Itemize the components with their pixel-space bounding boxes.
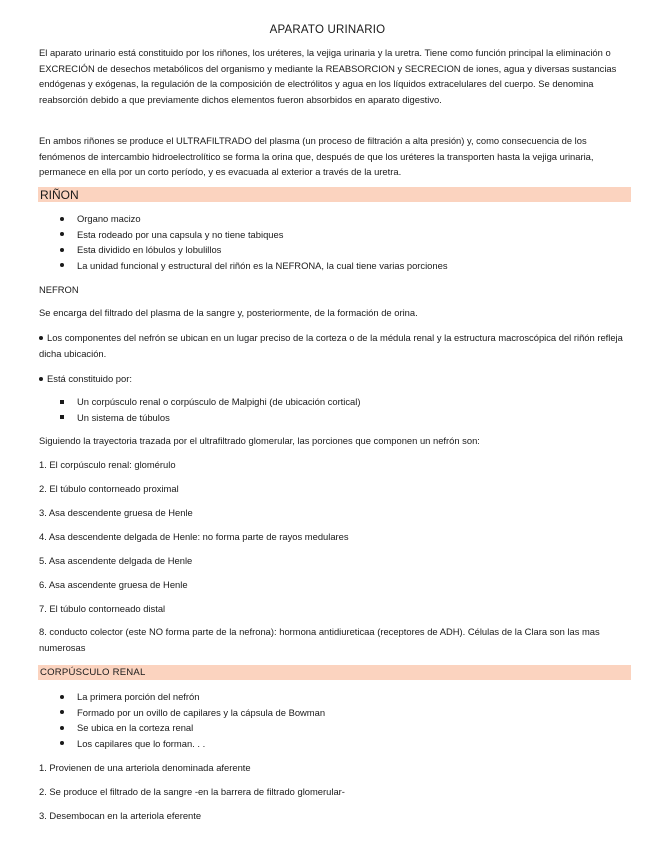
- nefron-portion-7: 7. El túbulo contorneado distal: [39, 603, 166, 614]
- corpusculo-bullet-list: [58, 689, 325, 751]
- nefron-portion-6: 6. Asa ascendente gruesa de Henle: [39, 579, 188, 590]
- nefron-description: Se encarga del filtrado del plasma de la sangre y, posteriormente, de la formación de orina.: [39, 307, 418, 318]
- list-item: Esta rodeado por una capsula y no tiene tabiques: [58, 227, 448, 243]
- nefron-portion-5: 5. Asa ascendente delgada de Henle: [39, 555, 193, 566]
- nefron-sub-bullet-list: [58, 394, 360, 425]
- corpusculo-step-1: 1. Provienen de una arteriola denominada aferente: [39, 762, 251, 773]
- corpusculo-step-2: 2. Se produce el filtrado de la sangre -en la barrera de filtrado glomerular-: [39, 786, 345, 797]
- section-heading-nefron: NEFRON: [39, 284, 79, 295]
- section-heading-rinon: RIÑON: [40, 188, 79, 202]
- heading-band-rinon: [38, 187, 631, 202]
- list-item: La unidad funcional y estructural del riñón es la NEFRONA, la cual tiene varias porciones: [58, 258, 448, 274]
- intro-paragraph-1: El aparato urinario está constituido por los riñones, los uréteres, la vejiga urinaria y la uretra. Tiene como función principal la eliminación o EXCRECIÓN de desechos metabólicos del organismo y mediante la REABSORCION y SECRECION de iones, agua y diversas sustancias endógenas y exógenas, la regulación de la composición de electrólitos y agua en los líquidos extracelulares del cuerpo. Se denomina reabsorción debido a que previamente dichos elementos fueron absorbidos en aparato digestivo.: [39, 47, 617, 105]
- nefron-components-paragraph: Los componentes del nefrón se ubican en un lugar preciso de la corteza o de la médula renal y la estructura macroscópica del riñón refleja dicha ubicación.: [39, 332, 623, 359]
- list-item: Un sistema de túbulos: [58, 410, 360, 426]
- bullet-mark: [39, 377, 43, 381]
- nefron-portion-1: 1. El corpúsculo renal: glomérulo: [39, 459, 176, 470]
- nefron-portion-4: 4. Asa descendente delgada de Henle: no forma parte de rayos medulares: [39, 531, 349, 542]
- nefron-portion-3: 3. Asa descendente gruesa de Henle: [39, 507, 193, 518]
- list-item: Los capilares que lo forman. . .: [58, 736, 325, 752]
- list-item: Esta dividido en lóbulos y lobulillos: [58, 242, 448, 258]
- nefron-portion-8: 8. conducto colector (este NO forma parte de la nefrona): hormona antidiureticaa (receptores de ADH). Células de la Clara son las mas numerosas: [39, 626, 600, 653]
- page-title: APARATO URINARIO: [269, 24, 386, 36]
- corpusculo-step-3: 3. Desembocan en la arteriola eferente: [39, 810, 202, 821]
- section-heading-corpusculo: CORPÚSCULO RENAL: [40, 667, 146, 678]
- nefron-constituted-label: Está constituido por:: [39, 373, 631, 385]
- intro-paragraph-2: En ambos riñones se produce el ULTRAFILTRADO del plasma (un proceso de filtración a alta presión) y, como consecuencia de los fenómenos de intercambio hidroelectrolítico se forma la orina que, después de que los uréteres la transporten hasta la vejiga urinaria, permanece en ella por un corto período, y es evacuada al exterior a través de la uretra.: [39, 135, 594, 178]
- list-item: Un corpúsculo renal o corpúsculo de Malpighi (de ubicación cortical): [58, 394, 360, 410]
- nefron-trajectory-text: Siguiendo la trayectoria trazada por el ultrafiltrado glomerular, las porciones que componen un nefrón son:: [39, 435, 480, 446]
- rinon-bullet-list: [58, 211, 448, 273]
- nefron-portion-2: 2. El túbulo contorneado proximal: [39, 483, 179, 494]
- list-item: Se ubica en la corteza renal: [58, 720, 325, 736]
- list-item: Formado por un ovillo de capilares y la cápsula de Bowman: [58, 705, 325, 721]
- list-item: Organo macizo: [58, 211, 448, 227]
- list-item: La primera porción del nefrón: [58, 689, 325, 705]
- bullet-mark: [39, 336, 43, 340]
